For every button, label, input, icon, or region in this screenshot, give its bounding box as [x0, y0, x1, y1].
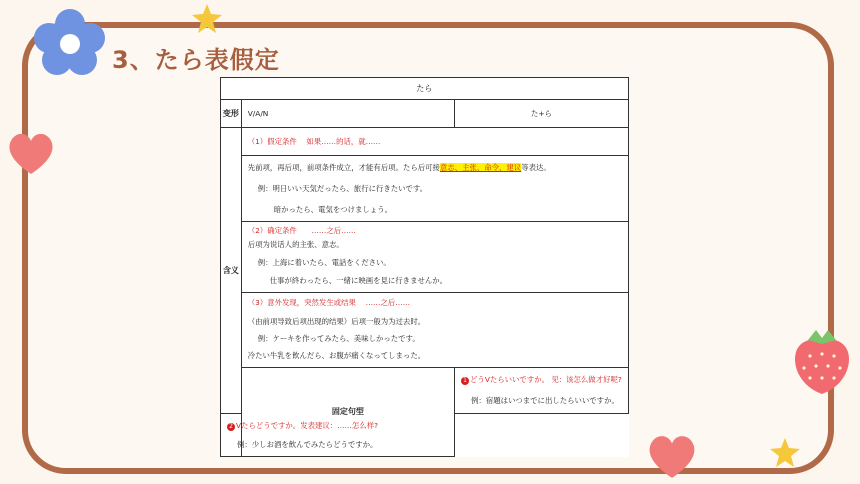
- condition-1-heading: （1）假定条件 如果……的话，就……: [241, 128, 628, 156]
- number-badge: 1: [461, 377, 469, 385]
- condition-2-desc: 后项为说话人的主张、意志。: [247, 240, 344, 249]
- example-line: 例：上海に着いたら、電話をください。: [257, 258, 391, 267]
- condition-3-heading: （3）意外发现，突然发生或结果 ……之后……: [247, 298, 410, 307]
- condition-2-heading: （2）确定条件 ……之后……: [247, 226, 356, 235]
- pattern-text: どうVたらいいですか。 见：该怎么做才好呢?: [470, 375, 622, 384]
- desc-text: 等表达。: [521, 163, 551, 172]
- example-line: 仕事が終わったら、一緒に映画を見に行きませんか。: [269, 276, 448, 285]
- pattern-1: [455, 368, 629, 414]
- pattern-note: 发表建议：……怎么样?: [300, 421, 379, 430]
- star-icon: [190, 2, 224, 36]
- example-line: 例：明日いい天気だったら、旅行に行きたいです。: [257, 184, 428, 193]
- condition-2-body: [241, 222, 628, 293]
- heart-icon: [6, 130, 56, 176]
- form-left: V/A/N: [241, 100, 454, 128]
- pattern-text: Vたらどうですか。: [236, 421, 301, 430]
- example-line: 例：少しお酒を飲んでみたらどうですか。: [237, 440, 378, 449]
- slide-title: 3、たら表假定: [112, 46, 280, 74]
- pattern-2-text: [227, 420, 448, 431]
- star-icon: [768, 436, 802, 470]
- pattern-1-text: [461, 374, 622, 385]
- form-right: た+ら: [455, 100, 629, 128]
- flower-icon: [30, 8, 110, 78]
- grammar-table: [220, 77, 629, 457]
- example-line: 例：ケーキを作ってみたら、美味しかったです。: [257, 334, 420, 343]
- heart-icon: [646, 432, 698, 480]
- example-line: 例：宿題はいつまでに出したらいいですか。: [471, 396, 619, 405]
- highlighted-text: 意志、主张、命令、建议: [439, 163, 522, 172]
- condition-1-body: [241, 156, 628, 222]
- condition-3-desc: （由前项导致后项出现的结果）后项一般为为过去时。: [247, 317, 426, 326]
- desc-text: 先前项，再后项，前项条件成立，才能有后项。たら后可接: [247, 163, 440, 172]
- condition-3-body: [241, 293, 628, 368]
- example-line: 冷たい牛乳を飲んだら、お腹が痛くなってしまった。: [247, 351, 426, 360]
- condition-1-desc: [248, 162, 622, 173]
- number-badge: 2: [227, 423, 235, 431]
- row-label-form: 变形: [221, 100, 242, 128]
- table-header: たら: [221, 78, 629, 100]
- strawberry-icon: [790, 326, 854, 396]
- row-label-fixed: 固定句型: [241, 368, 454, 457]
- pattern-2: [221, 414, 455, 457]
- example-line: 暗かったら、電気をつけましょう。: [273, 205, 392, 214]
- row-label-meaning: 含义: [221, 128, 242, 414]
